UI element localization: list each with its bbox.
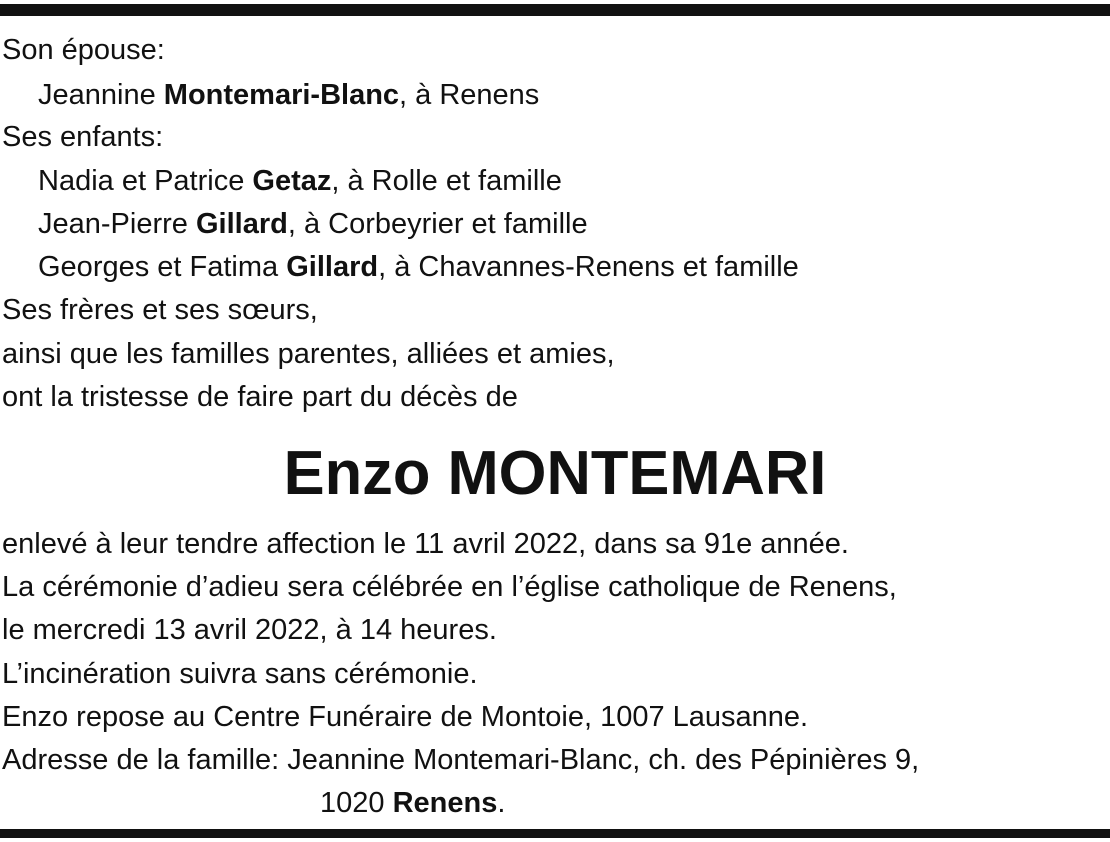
family-address-city-line <box>320 783 505 823</box>
child-entry <box>38 247 799 287</box>
children-heading: Ses enfants: <box>2 121 164 153</box>
child-first-names: Nadia et Patrice <box>38 165 253 197</box>
child-surname: Gillard <box>286 251 379 283</box>
child-location: , à Corbeyrier et famille <box>287 208 588 240</box>
child-first-names: Georges et Fatima <box>38 251 287 283</box>
death-date-line: enlevé à leur tendre affection le 11 avril 2022, dans sa 91e année. <box>2 528 849 560</box>
child-first-names: Jean-Pierre <box>38 208 196 240</box>
repose-line: Enzo repose au Centre Funéraire de Montoie, 1007 Lausanne. <box>2 701 809 733</box>
ceremony-date-line: le mercredi 13 avril 2022, à 14 heures. <box>2 614 497 646</box>
family-address-line: Adresse de la famille: Jeannine Montemari-Blanc, ch. des Pépinières 9, <box>2 744 920 776</box>
announcement-line: ont la tristesse de faire part du décès de <box>2 381 518 413</box>
child-surname: Gillard <box>195 208 288 240</box>
bottom-border-rule <box>0 829 1110 838</box>
child-surname: Getaz <box>252 165 332 197</box>
child-entry <box>38 204 588 244</box>
spouse-first-name: Jeannine <box>38 79 164 111</box>
address-postcode: 1020 <box>320 787 393 819</box>
relatives-line: ainsi que les familles parentes, alliées et amies, <box>2 338 615 370</box>
address-city: Renens <box>392 787 498 819</box>
spouse-location: , à Renens <box>399 79 540 111</box>
address-period: . <box>497 787 506 819</box>
deceased-name: Enzo MONTEMARI <box>283 439 827 508</box>
child-location: , à Rolle et famille <box>331 165 562 197</box>
spouse-heading: Son épouse: <box>2 34 165 66</box>
incineration-line: L’incinération suivra sans cérémonie. <box>2 658 478 690</box>
ceremony-line: La cérémonie d’adieu sera célébrée en l’église catholique de Renens, <box>2 571 897 603</box>
child-entry <box>38 161 562 201</box>
top-border-rule <box>0 4 1110 16</box>
siblings-line: Ses frères et ses sœurs, <box>2 294 318 326</box>
spouse-surname: Montemari-Blanc <box>163 79 400 111</box>
child-location: , à Chavannes-Renens et famille <box>378 251 799 283</box>
spouse-entry <box>38 75 539 115</box>
